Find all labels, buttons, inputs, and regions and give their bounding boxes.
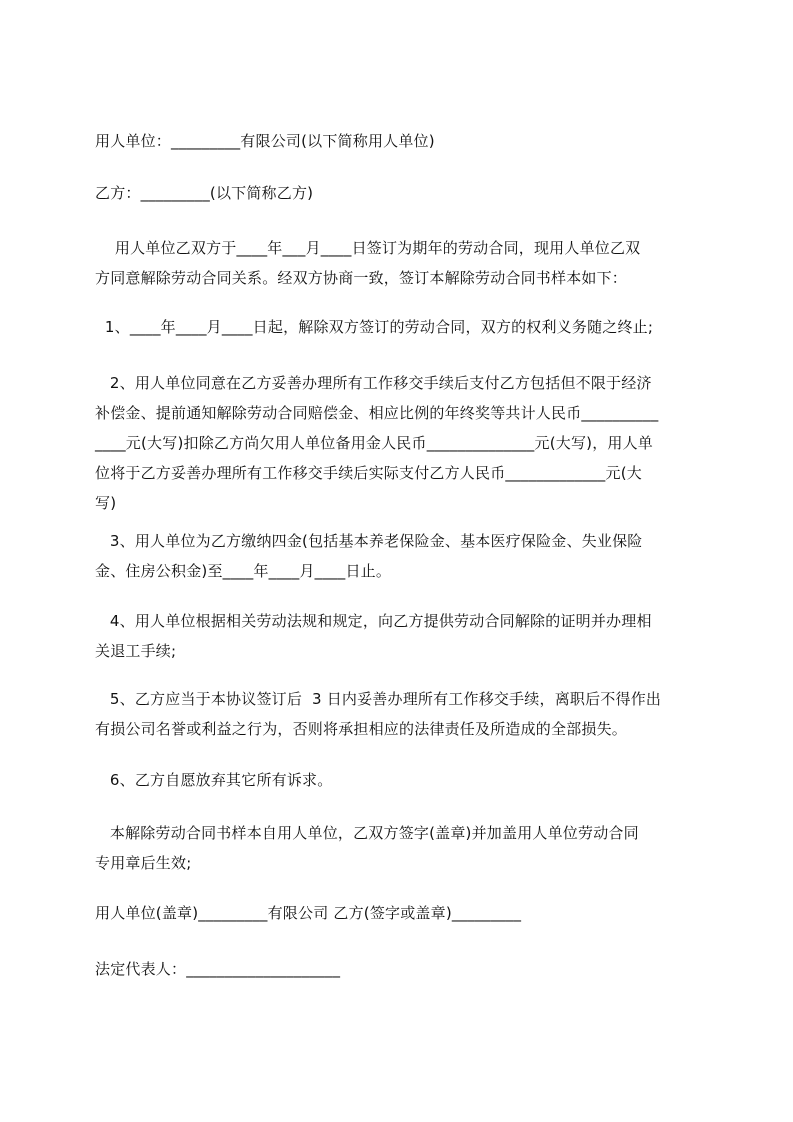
clause-2-line-2: 补偿金、提前通知解除劳动合同赔偿金、相应比例的年终奖等共计人民币__________ xyxy=(95,404,659,422)
intro-line-2: 方同意解除劳动合同关系。经双方协商一致，签订本解除劳动合同书样本如下： xyxy=(95,269,628,287)
clause-2-line-4: 位将于乙方妥善办理所有工作移交手续后实际支付乙方人民币_____________元(大 xyxy=(95,464,642,482)
clause-5-line-1: 5、乙方应当于本协议签订后 3 日内妥善办理所有工作移交手续，离职后不得作出 xyxy=(95,690,662,708)
clause-5 xyxy=(95,684,705,744)
party-b-line xyxy=(95,178,705,208)
clause-1 xyxy=(95,312,705,342)
clause-3-line-1: 3、用人单位为乙方缴纳四金(包括基本养老保险金、基本医疗保险金、失业保险 xyxy=(95,532,643,550)
clause-2-line-5: 写) xyxy=(95,494,117,512)
party-b-text: 乙方：_________(以下简称乙方) xyxy=(95,184,314,202)
clause-3-line-2: 金、住房公积金)至____年____月____日止。 xyxy=(95,562,392,580)
legal-representative-text: 法定代表人：____________________ xyxy=(95,960,341,978)
clause-4-line-1: 4、用人单位根据相关劳动法规和规定，向乙方提供劳动合同解除的证明并办理相 xyxy=(95,612,652,630)
clause-6-line-1: 6、乙方自愿放弃其它所有诉求。 xyxy=(95,771,333,789)
clause-3 xyxy=(95,526,705,586)
clause-6 xyxy=(95,765,705,795)
intro-paragraph xyxy=(95,233,705,293)
legal-representative-line xyxy=(95,954,705,984)
effect-paragraph xyxy=(95,818,705,878)
clause-2 xyxy=(95,368,705,518)
clause-2-line-3: ____元(大写)扣除乙方尚欠用人单位备用金人民币______________元(大写)，用人单 xyxy=(95,434,654,452)
signature-text: 用人单位(盖章)_________有限公司 乙方(签字或盖章)_________ xyxy=(95,904,522,922)
clause-2-line-1: 2、用人单位同意在乙方妥善办理所有工作移交手续后支付乙方包括但不限于经济 xyxy=(95,374,652,392)
clause-4-line-2: 关退工手续; xyxy=(95,642,177,660)
clause-1-line-1: 1、____年____月____日起，解除双方签订的劳动合同，双方的权利义务随之终止; xyxy=(95,318,654,336)
clause-4 xyxy=(95,606,705,666)
intro-line-1: 用人单位乙双方于____年___月____日签订为期年的劳动合同，现用人单位乙双 xyxy=(95,239,641,257)
effect-line-1: 本解除劳动合同书样本自用人单位，乙双方签字(盖章)并加盖用人单位劳动合同 xyxy=(95,824,639,842)
party-a-text: 用人单位：_________有限公司(以下简称用人单位) xyxy=(95,132,435,150)
effect-line-2: 专用章后生效; xyxy=(95,854,192,872)
party-a-line xyxy=(95,126,705,156)
signature-line xyxy=(95,898,705,928)
clause-5-line-2: 有损公司名誉或利益之行为，否则将承担相应的法律责任及所造成的全部损失。 xyxy=(95,720,628,738)
